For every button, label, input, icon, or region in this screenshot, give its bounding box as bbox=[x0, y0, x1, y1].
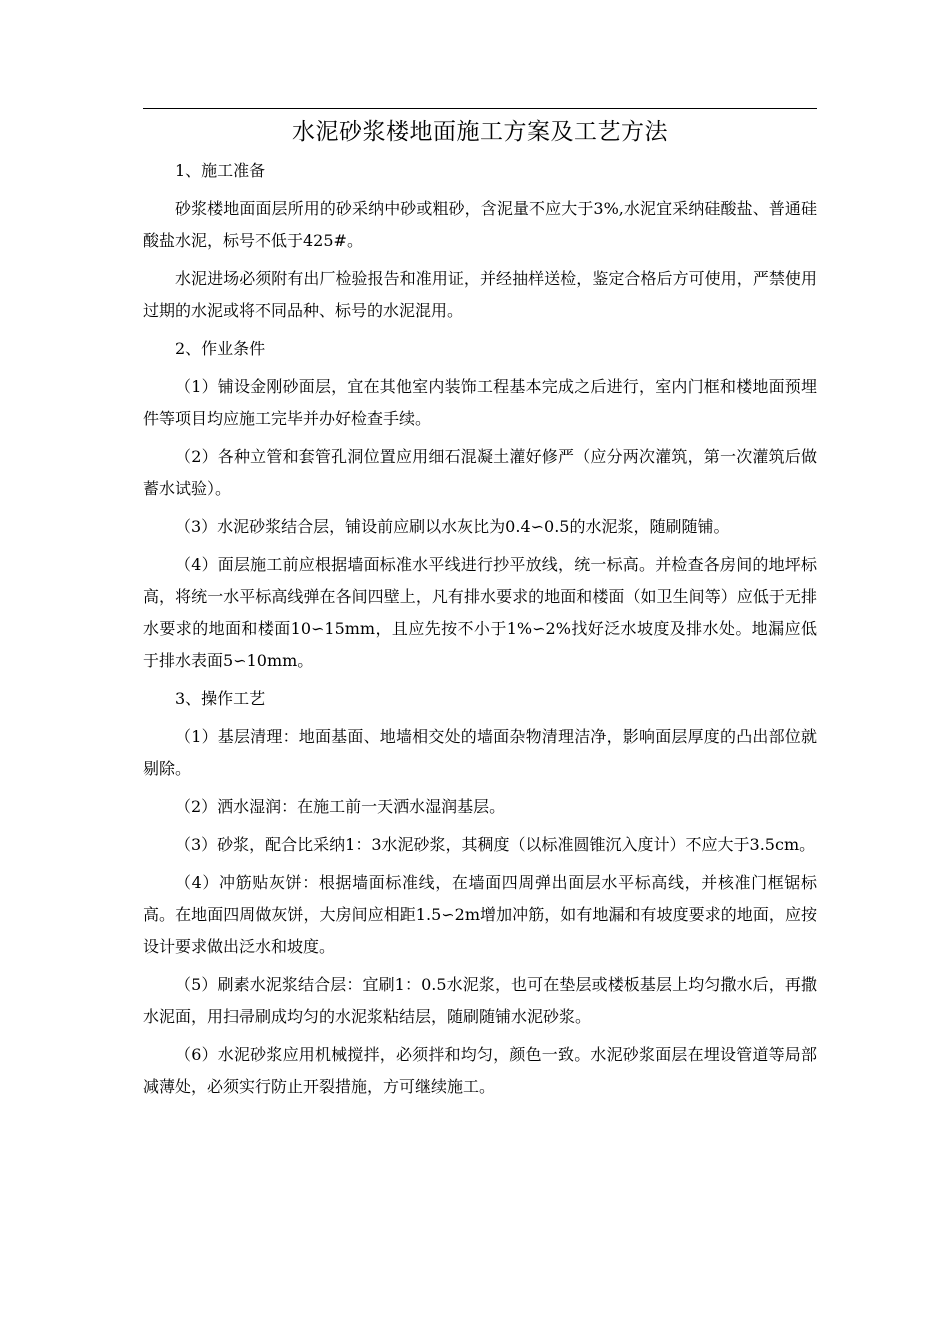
section-heading-conditions: 2、作业条件 bbox=[175, 339, 266, 358]
section-heading-process: 3、操作工艺 bbox=[175, 689, 266, 708]
document-title: 水泥砂浆楼地面施工方案及工艺方法 bbox=[292, 119, 668, 145]
document-page bbox=[143, 108, 817, 1109]
paragraph: （1）铺设金刚砂面层，宜在其他室内装饰工程基本完成之后进行，室内门框和楼地面预埋件等项目均应施工完毕并办好检查手续。 bbox=[143, 377, 817, 428]
paragraph: 水泥进场必须附有出厂检验报告和准用证，并经抽样送检，鉴定合格后方可使用，严禁使用过期的水泥或将不同品种、标号的水泥混用。 bbox=[143, 269, 817, 320]
header-rule bbox=[143, 108, 817, 109]
paragraph: （3）砂浆，配合比采纳1：3水泥砂浆，其稠度（以标准圆锥沉入度计）不应大于3.5cm。 bbox=[175, 835, 816, 854]
paragraph: （2）各种立管和套管孔洞位置应用细石混凝土灌好修严（应分两次灌筑，第一次灌筑后做蓄水试验）。 bbox=[143, 447, 817, 498]
paragraph: （1）基层清理：地面基面、地墙相交处的墙面杂物清理洁净，影响面层厚度的凸出部位就剔除。 bbox=[143, 727, 817, 778]
paragraph: （5）刷素水泥浆结合层：宜刷1：0.5水泥浆，也可在垫层或楼板基层上均匀撒水后，再撒水泥面，用扫帚刷成均匀的水泥浆粘结层，随刷随铺水泥砂浆。 bbox=[143, 975, 817, 1026]
paragraph: （6）水泥砂浆应用机械搅拌，必须拌和均匀，颜色一致。水泥砂浆面层在埋设管道等局部减薄处，必须实行防止开裂措施，方可继续施工。 bbox=[143, 1045, 817, 1096]
paragraph: （2）洒水湿润：在施工前一天洒水湿润基层。 bbox=[175, 797, 506, 816]
paragraph: 砂浆楼地面面层所用的砂采纳中砂或粗砂，含泥量不应大于3%,水泥宜采纳硅酸盐、普通硅酸盐水泥，标号不低于425#。 bbox=[143, 199, 817, 250]
paragraph: （3）水泥砂浆结合层，铺设前应刷以水灰比为0.4∽0.5的水泥浆，随刷随铺。 bbox=[175, 517, 730, 536]
paragraph: （4）面层施工前应根据墙面标准水平线进行抄平放线，统一标高。并检查各房间的地坪标高，将统一水平标高线弹在各间四壁上，凡有排水要求的地面和楼面（如卫生间等）应低于无排水要求的地面和楼面10∽15mm，且应先按不小于1%∽2%找好泛水坡度及排水处。地漏应低于排水表面5∽10mm。 bbox=[143, 555, 817, 670]
paragraph: （4）冲筋贴灰饼：根据墙面标准线，在墙面四周弹出面层水平标高线，并核准门框锯标高。在地面四周做灰饼，大房间应相距1.5∽2m增加冲筋，如有地漏和有坡度要求的地面，应按设计要求做出泛水和坡度。 bbox=[143, 873, 817, 956]
section-heading-preparation: 1、施工准备 bbox=[175, 161, 266, 180]
